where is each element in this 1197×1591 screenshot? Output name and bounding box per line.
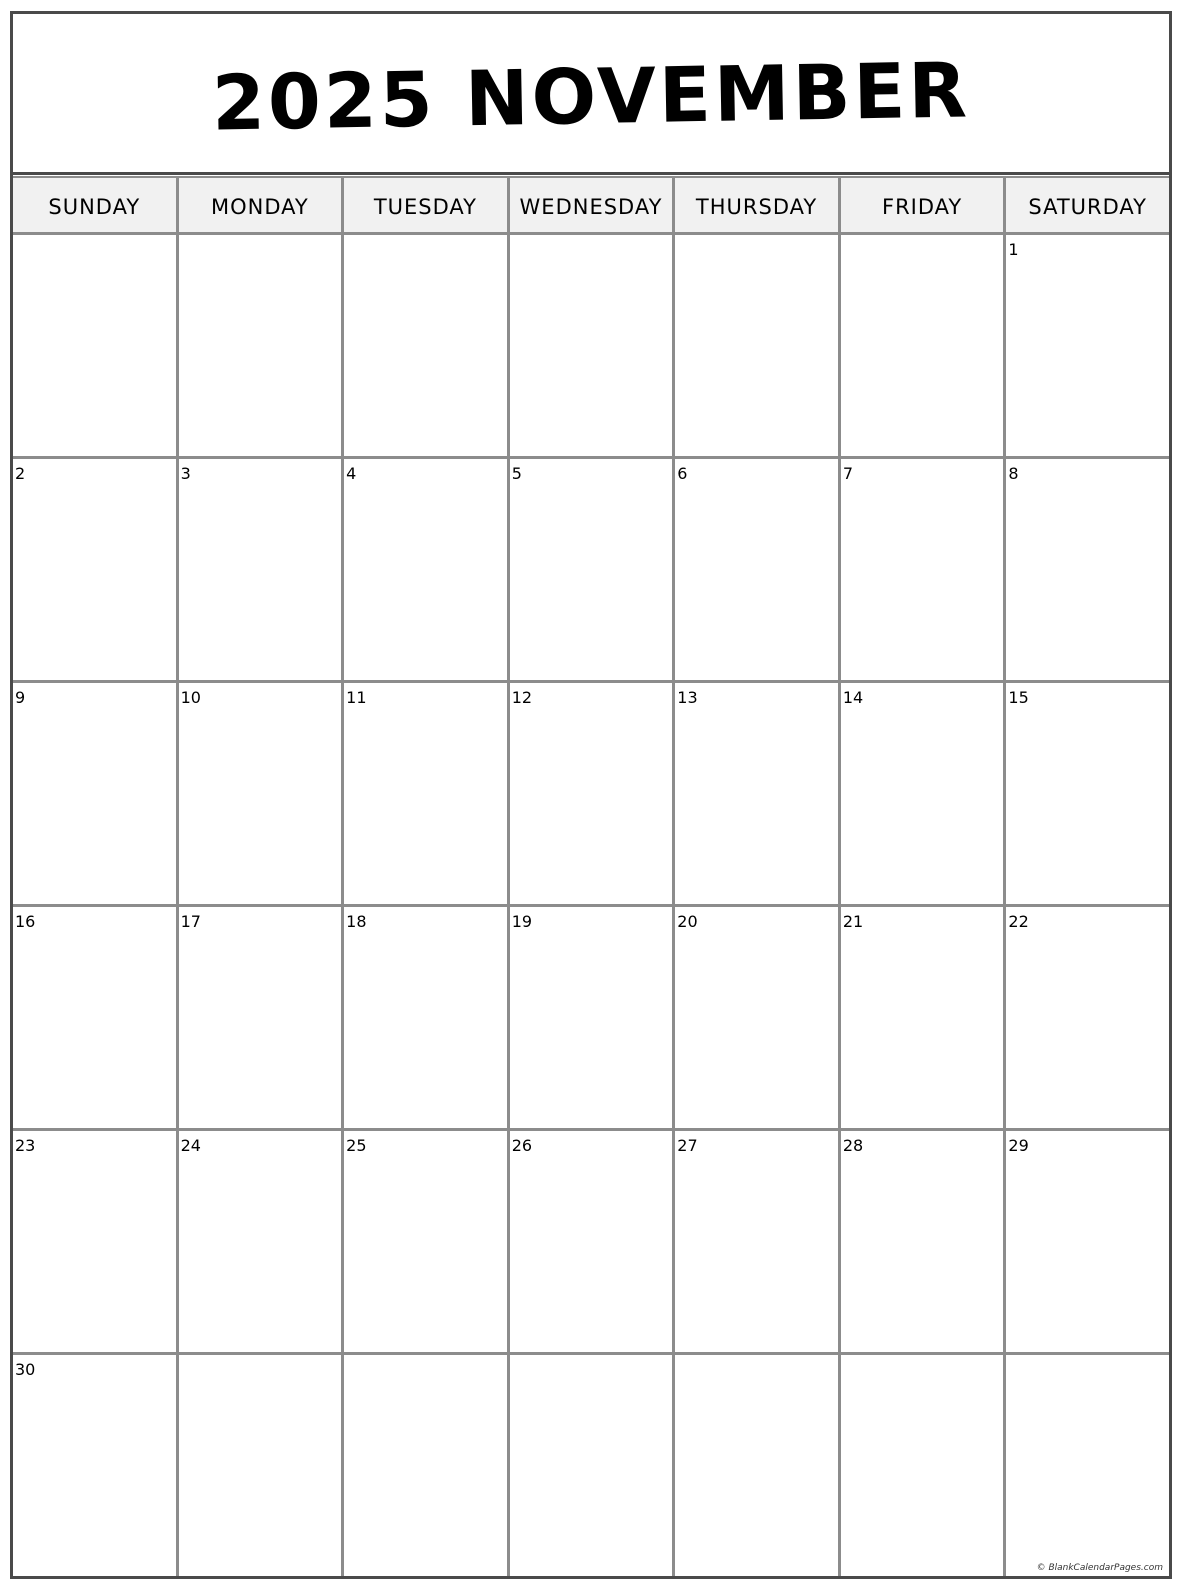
day-cell [344,235,507,456]
weekday-header-monday: MONDAY [179,178,342,232]
day-number: 9 [15,688,26,707]
day-cell [1006,683,1169,904]
day-cell [179,459,342,680]
day-number: 24 [180,1136,201,1155]
day-number: 12 [511,688,533,707]
day-number: 20 [677,912,698,931]
day-cell [1006,235,1169,456]
day-cell [1006,459,1169,680]
weekday-header-wednesday: WEDNESDAY [510,178,673,232]
day-cell [841,683,1004,904]
day-cell [841,1131,1004,1352]
day-cell [344,1355,507,1576]
day-number: 1 [1008,240,1019,259]
calendar-frame [10,11,1172,1579]
calendar-grid [13,176,1169,1576]
day-cell [675,683,838,904]
day-cell [510,235,673,456]
day-cell [13,235,176,456]
day-number: 22 [1008,912,1029,931]
day-cell [179,1131,342,1352]
day-number: 5 [511,464,522,483]
day-cell [510,1131,673,1352]
day-number: 16 [15,912,36,931]
day-number: 11 [346,688,367,707]
day-number: 30 [15,1360,36,1379]
day-cell [179,683,342,904]
day-cell [510,459,673,680]
day-cell [344,1131,507,1352]
calendar-title: 2025 NOVEMBER [211,44,971,148]
day-number: 7 [842,464,854,483]
day-cell [841,1355,1004,1576]
day-number: 13 [677,688,698,707]
day-cell [344,907,507,1128]
day-number: 8 [1008,464,1019,483]
weekday-header-saturday: SATURDAY [1006,178,1169,232]
day-cell [510,1355,673,1576]
day-cell [13,1131,176,1352]
day-cell [675,1131,838,1352]
day-cell [179,1355,342,1576]
day-number: 15 [1008,688,1029,707]
day-cell [344,683,507,904]
day-cell [510,907,673,1128]
day-cell [179,907,342,1128]
day-cell [841,459,1004,680]
day-cell [675,1355,838,1576]
day-cell [1006,907,1169,1128]
day-cell [841,907,1004,1128]
day-cell [13,459,176,680]
weekday-header-tuesday: TUESDAY [344,178,507,232]
day-number: 17 [180,912,201,931]
day-number: 2 [15,464,26,483]
day-number: 26 [511,1136,533,1155]
weekday-header-thursday: THURSDAY [675,178,838,232]
day-number: 27 [677,1136,698,1155]
day-cell [1006,1355,1169,1576]
day-cell [675,459,838,680]
day-number: 25 [346,1136,367,1155]
day-number: 18 [346,912,367,931]
day-cell [13,907,176,1128]
day-cell [675,907,838,1128]
title-box [13,14,1169,175]
day-number: 23 [15,1136,36,1155]
day-cell [13,1355,176,1576]
day-cell [1006,1131,1169,1352]
day-number: 14 [842,688,864,707]
day-number: 21 [842,912,864,931]
day-cell [13,683,176,904]
day-number: 10 [180,688,201,707]
day-number: 6 [677,464,688,483]
day-number: 29 [1008,1136,1029,1155]
day-number: 4 [346,464,357,483]
day-number: 19 [511,912,533,931]
day-cell [510,683,673,904]
day-cell [841,235,1004,456]
weekday-header-friday: FRIDAY [841,178,1004,232]
day-cell [179,235,342,456]
day-number: 3 [180,464,191,483]
day-cell [675,235,838,456]
day-cell [344,459,507,680]
day-number: 28 [842,1136,864,1155]
credit-text: © BlankCalendarPages.com [1036,1563,1163,1573]
weekday-header-sunday: SUNDAY [13,178,176,232]
